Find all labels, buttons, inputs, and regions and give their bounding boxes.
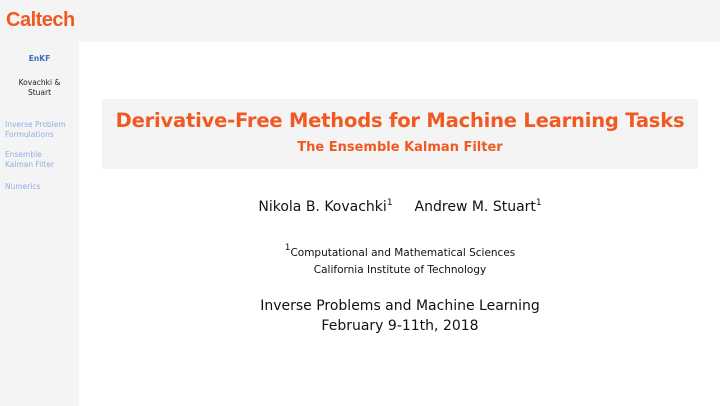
sidebar-authors-line2: Stuart xyxy=(27,88,52,97)
affiliation xyxy=(102,240,698,279)
slide-title: Derivative-Free Methods for Machine Learning Tasks xyxy=(115,109,685,132)
sidebar-item-label: Inverse Problem xyxy=(5,120,66,129)
sidebar-authors-line1: Kovachki & xyxy=(18,78,61,87)
sidebar-item-label: Ensemble xyxy=(5,150,42,159)
title-block xyxy=(102,99,698,169)
affiliation-superscript: 1 xyxy=(284,243,291,253)
caltech-logo: Caltech xyxy=(6,9,75,31)
sidebar-item-inverse-problem-formulations[interactable] xyxy=(0,120,79,140)
sidebar-section-title[interactable]: EnKF xyxy=(28,54,51,63)
sidebar xyxy=(0,42,79,406)
sidebar-item-label: Formulations xyxy=(5,130,54,139)
event-info xyxy=(102,296,698,336)
sidebar-item-ensemble-kalman-filter[interactable] xyxy=(0,150,79,170)
event-name: Inverse Problems and Machine Learning xyxy=(260,298,540,314)
sidebar-authors xyxy=(0,78,79,98)
slide-subtitle: The Ensemble Kalman Filter xyxy=(297,140,503,155)
author-line xyxy=(102,198,698,215)
author-name: Andrew M. Stuart xyxy=(414,199,536,215)
event-date: February 9-11th, 2018 xyxy=(321,318,479,334)
affiliation-line1: $^1$Computational and Mathematical Sciences xyxy=(284,243,516,259)
sidebar-item-numerics[interactable] xyxy=(0,182,79,192)
sidebar-item-label: Kalman Filter xyxy=(5,160,55,169)
affiliation-line2: California Institute of Technology xyxy=(313,264,487,276)
author-name: Nikola B. Kovachki xyxy=(258,199,387,215)
author-superscript: 1 xyxy=(535,198,542,208)
author-superscript: 1 xyxy=(386,198,393,208)
sidebar-item-label: Numerics xyxy=(5,182,41,191)
top-bar xyxy=(0,0,720,42)
